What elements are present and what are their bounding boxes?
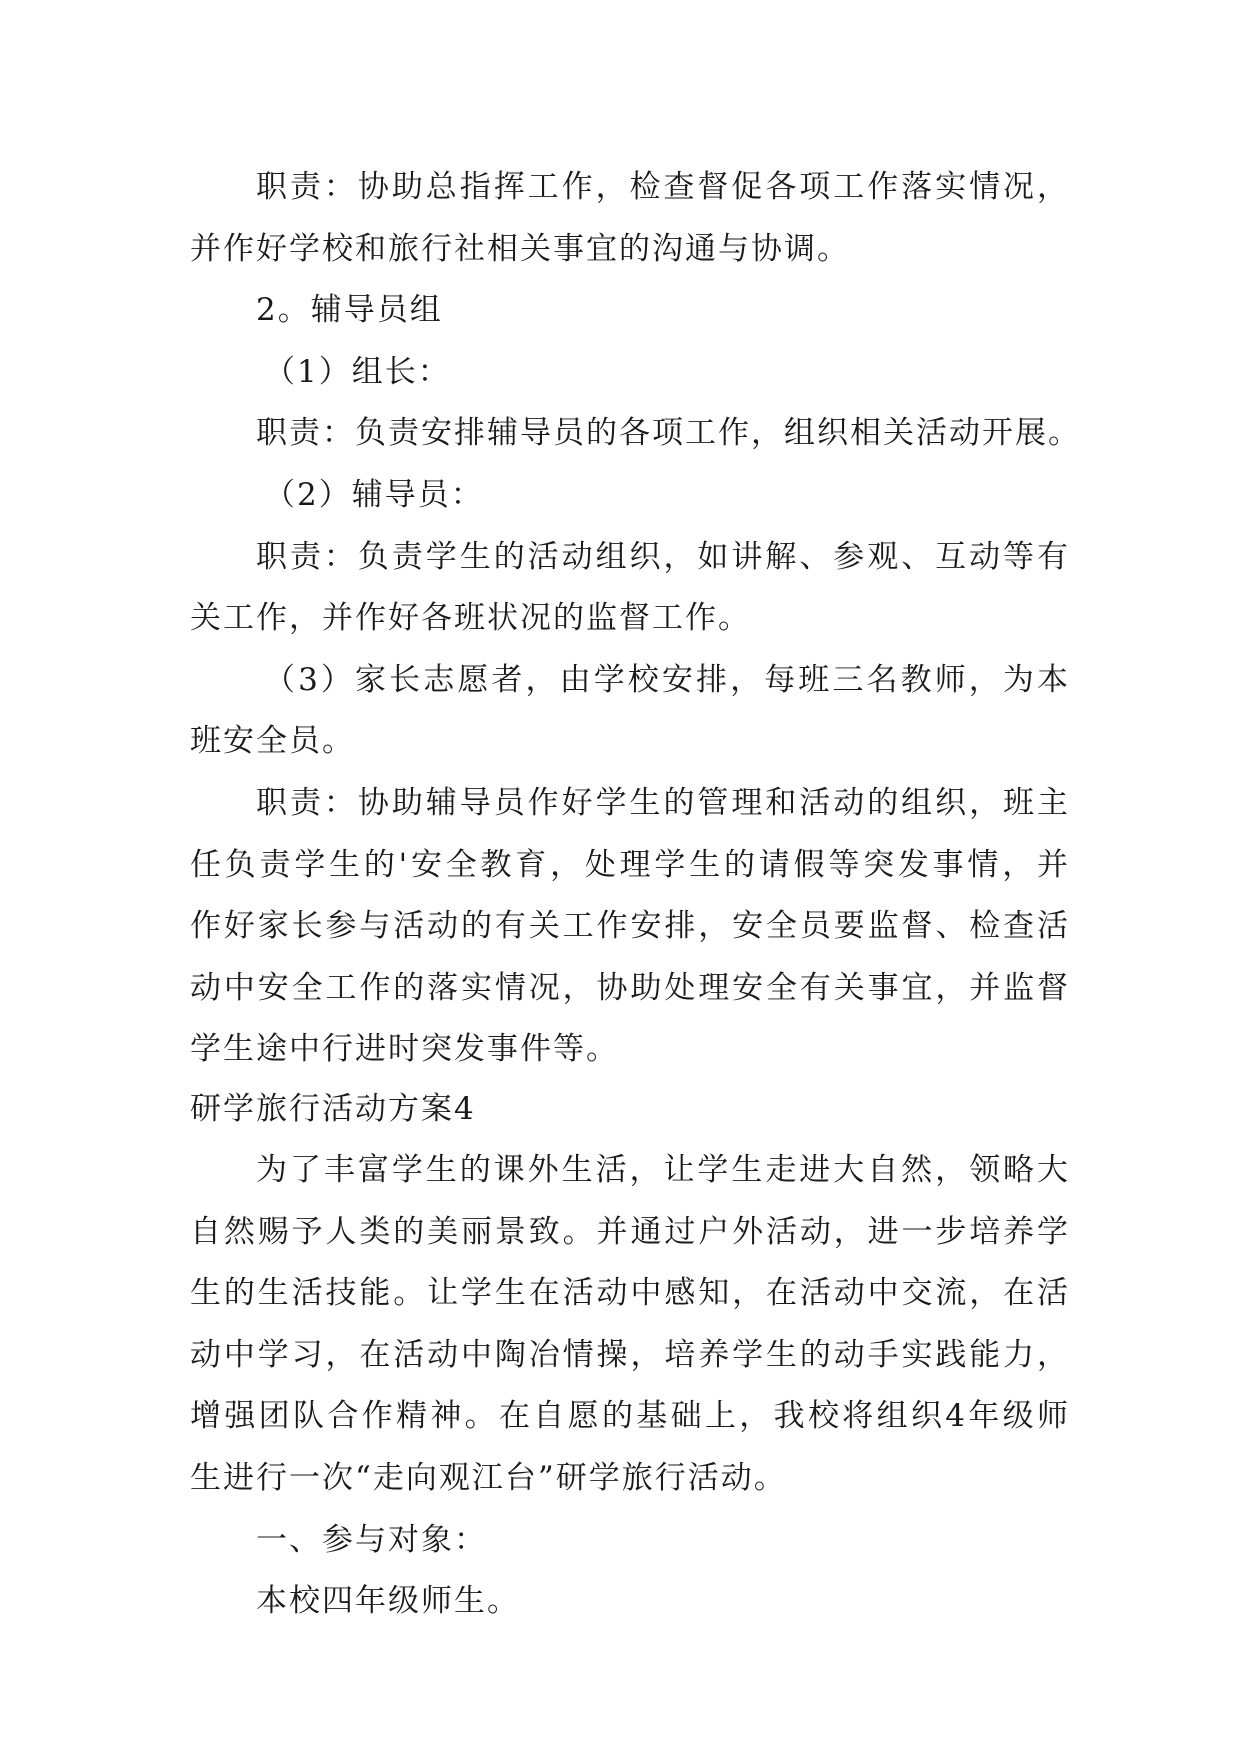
paragraph-line: 作好家长参与活动的有关工作安排，安全员要监督、检查活: [190, 908, 1070, 944]
paragraph-line: 并作好学校和旅行社相关事宜的沟通与协调。: [190, 231, 850, 267]
paragraph-line: 职责：协助总指挥工作，检查督促各项工作落实情况，: [256, 169, 1070, 205]
section-heading: 2。辅导员组: [256, 292, 443, 328]
paragraph-line: 生进行一次“走向观江台”研学旅行活动。: [190, 1460, 787, 1496]
document-title: 研学旅行活动方案4: [190, 1091, 476, 1127]
subheading: （3）家长志愿者，由学校安排，每班三名教师，为本: [264, 662, 1070, 698]
paragraph-line: 增强团队合作精神。在自愿的基础上，我校将组织4年级师: [190, 1398, 1070, 1434]
paragraph-line: 动中安全工作的落实情况，协助处理安全有关事宜，并监督: [190, 970, 1070, 1006]
paragraph-line: 为了丰富学生的课外生活，让学生走进大自然，领略大: [256, 1152, 1070, 1188]
paragraph-line: 动中学习，在活动中陶冶情操，培养学生的动手实践能力，: [190, 1337, 1070, 1373]
paragraph-line: 职责：负责学生的活动组织，如讲解、参观、互动等有: [256, 539, 1070, 575]
paragraph-line: 本校四年级师生。: [256, 1583, 520, 1619]
section-heading: 一、参与对象：: [256, 1522, 487, 1558]
paragraph-line: 职责：协助辅导员作好学生的管理和活动的组织，班主: [256, 785, 1070, 821]
paragraph-line: 职责：负责安排辅导员的各项工作，组织相关活动开展。: [256, 415, 1081, 451]
subheading: （2）辅导员：: [264, 477, 484, 513]
paragraph-line: 班安全员。: [190, 723, 355, 759]
subheading: （1）组长：: [264, 354, 451, 390]
paragraph-line: 关工作，并作好各班状况的监督工作。: [190, 600, 751, 636]
paragraph-line: 任负责学生的'安全教育，处理学生的请假等突发事情，并: [190, 847, 1070, 883]
paragraph-line: 生的生活技能。让学生在活动中感知，在活动中交流，在活: [190, 1275, 1070, 1311]
paragraph-line: 学生途中行进时突发事件等。: [190, 1031, 619, 1067]
paragraph-line: 自然赐予人类的美丽景致。并通过户外活动，进一步培养学: [190, 1214, 1070, 1250]
